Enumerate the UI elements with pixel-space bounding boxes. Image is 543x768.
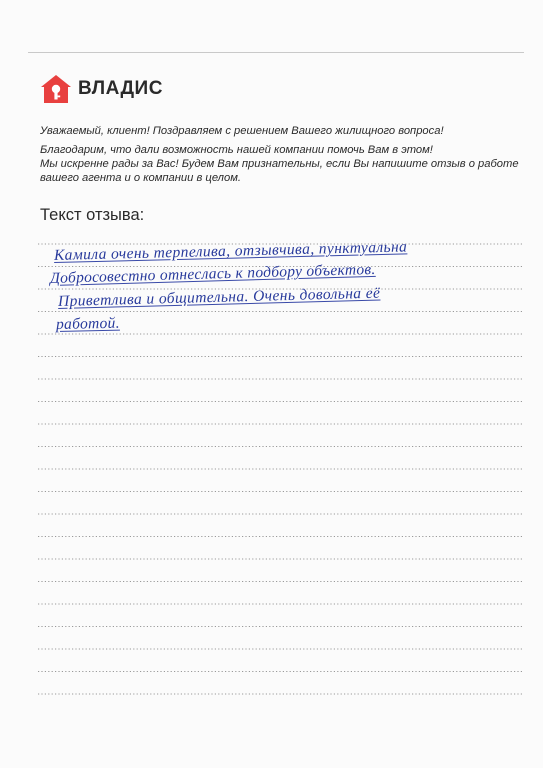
handwritten-line-3: Приветлива и общительна. Очень довольна её [57, 284, 381, 310]
request-text-line-2: вашего агента и о компании в целом. [40, 172, 241, 184]
ruled-lines [36, 0, 526, 768]
handwritten-line-2: Добросовестно отнеслась к подбору объектов. [49, 260, 376, 287]
brand-name: ВЛАДИС [78, 78, 163, 99]
request-text-line-1: Мы искренне рады за Вас! Будем Вам признательны, если Вы напишите отзыв о работе [40, 158, 519, 170]
greeting-text: Уважаемый, клиент! Поздравляем с решением Вашего жилищного вопроса! [40, 125, 444, 137]
handwritten-review [49, 238, 543, 336]
review-title: Текст отзыва: [40, 206, 145, 224]
handwritten-line-1: Камила очень терпелива, отзывчива, пунктуальна [53, 238, 408, 264]
handwritten-line-4: работой. [55, 314, 120, 333]
thanks-text: Благодарим, что дали возможность нашей компании помочь Вам в этом! [40, 144, 433, 156]
